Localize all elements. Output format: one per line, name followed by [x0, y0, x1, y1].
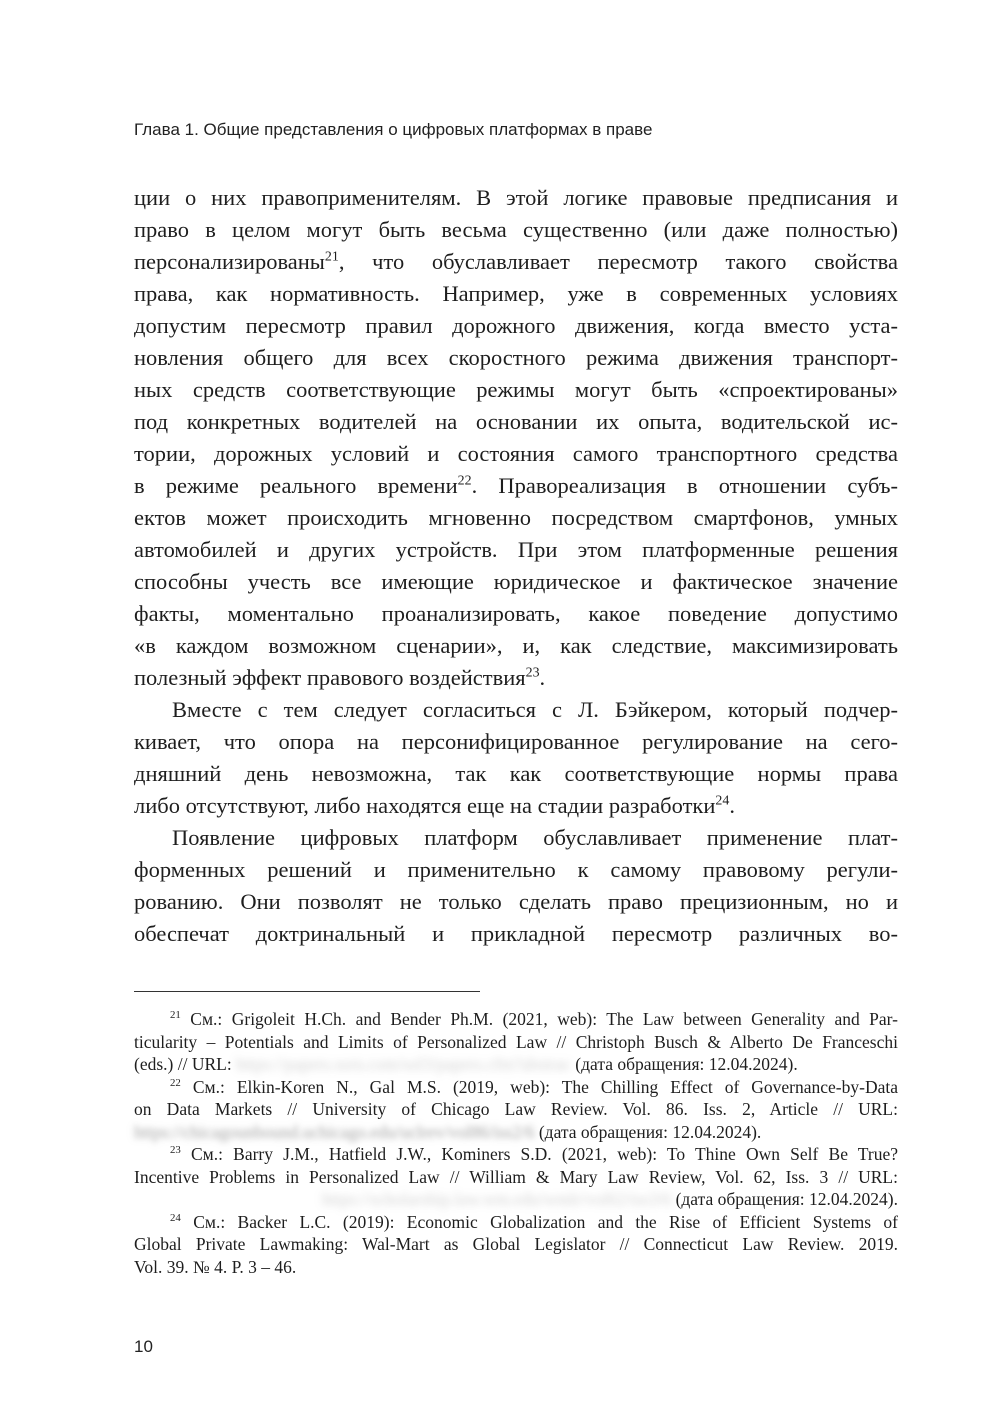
text-line: обеспечат доктринальный и прикладной пересмотр различных во-: [134, 921, 898, 946]
text-line: форменных решений и применительно к самому правовому регули-: [134, 857, 898, 882]
text-line: полезный эффект правового воздействия$^{23}$.: [134, 665, 546, 690]
text-line: Вместе с тем следует согласиться с Л. Бэйкером, который подчер-: [172, 697, 898, 722]
text-line: тории, дорожных условий и состояния самого транспортного средства: [134, 441, 898, 466]
footnote-ref-24[interactable]: 24: [715, 793, 730, 809]
footnote-line: https://scholarship.law.wm.edu/wmlr/vol62/iss3/6 (дата обращения: 12.04.2024).: [321, 1189, 898, 1209]
text-line: допустим пересмотр правил дорожного движения, когда вместо уста-: [134, 313, 898, 338]
redacted-url[interactable]: https://scholarship.law.wm.edu/wmlr/vol62/iss3/6: [321, 1189, 672, 1209]
footnote-ref-22[interactable]: 22: [457, 473, 472, 489]
text-line: персонализированы$^{21}$, что обуславливает пересмотр такого свойства: [134, 249, 898, 274]
running-head: Глава 1. Общие представления о цифровых платформах в праве: [134, 120, 653, 139]
footnote-line: https://chicagounbound.uchicago.edu/uclrev/vol86/iss2/6 (дата обращения: 12.04.2024).: [134, 1121, 762, 1142]
text-line: либо отсутствуют, либо находятся еще на стадии разработки$^{24}$.: [134, 793, 735, 818]
footnote-separator: [134, 991, 480, 992]
text-line: кивает, что опора на персонифицированное регулирование на сего-: [134, 729, 898, 754]
footnote-line: Global Private Lawmaking: Wal-Mart as Global Legislator // Connecticut Law Review. 2019.: [134, 1234, 898, 1254]
text-line: Появление цифровых платформ обуславливает применение плат-: [172, 825, 898, 850]
footnote-ref-21[interactable]: 21: [324, 249, 339, 265]
text-line: ектов может происходить мгновенно посредством смартфонов, умных: [134, 505, 898, 530]
text-line: права, как нормативность. Например, уже в современных условиях: [134, 281, 898, 306]
text-line: автомобилей и других устройств. При этом платформенные решения: [134, 537, 898, 562]
text-line: рованию. Они позволят не только сделать право прецизионным, но и: [134, 889, 898, 914]
footnote-line: on Data Markets // University of Chicago Law Review. Vol. 86. Iss. 2, Article // URL:: [134, 1099, 898, 1119]
footnote-24: $^{24}$ См.: Backer L.C. (2019): Economic Globalization and the Rise of Efficient Systems of: [170, 1211, 898, 1232]
text-line: под конкретных водителей на основании их опыта, водительской ис-: [134, 409, 898, 434]
redacted-url[interactable]: https://papers.ssrn.com/sol3/papers.cfm?abstrac: [236, 1054, 571, 1074]
text-line: факты, моментально проанализировать, какое поведение допустимо: [134, 601, 898, 626]
footnote-line: ticularity – Potentials and Limits of Personalized Law // Christoph Busch & Alberto De Franceschi: [134, 1031, 898, 1052]
footnote-22: $^{22}$ См.: Elkin-Koren N., Gal M.S. (2019, web): The Chilling Effect of Governance-by-Data: [170, 1076, 898, 1097]
text-line: новления общего для всех скоростного режима движения транспорт-: [134, 345, 898, 370]
text-line: способны учесть все имеющие юридическое и фактическое значение: [134, 569, 898, 594]
redacted-url[interactable]: https://chicagounbound.uchicago.edu/uclrev/vol86/iss2/6: [134, 1121, 535, 1142]
text-line: «в каждом возможном сценарии», и, как следствие, максимизировать: [134, 633, 898, 658]
text-line: дняшний день невозможна, так как соответствующие нормы права: [134, 761, 898, 786]
footnote-21: $^{21}$ См.: Grigoleit H.Ch. and Bender Ph.M. (2021, web): The Law between Generality and Par-: [170, 1009, 898, 1029]
footnote-line: Incentive Problems in Personalized Law // William & Mary Law Review, Vol. 62, Iss. 3 // URL:: [134, 1166, 898, 1187]
page-number: 10: [134, 1337, 153, 1356]
main-text: [134, 182, 898, 950]
text-line: в режиме реального времени$^{22}$. Правореализация в отношении субъ-: [134, 473, 898, 498]
footnotes: [134, 1008, 898, 1278]
footnote-line: (eds.) // URL: https://papers.ssrn.com/sol3/papers.cfm?abstrac (дата обращения: 12.04.2024).: [134, 1054, 798, 1074]
footnote-line: Vol. 39. № 4. P. 3 – 46.: [134, 1256, 297, 1277]
footnote-ref-23[interactable]: 23: [525, 665, 540, 681]
footnote-23: $^{23}$ См.: Barry J.M., Hatfield J.W., Kominers S.D. (2021, web): To Thine Own Self Be True?: [170, 1144, 898, 1164]
text-line: право в целом могут быть весьма существенно (или даже полностью): [134, 217, 898, 242]
text-line: ных средств соответствующие режимы могут быть «спроектированы»: [134, 377, 898, 402]
text-line: ции о них правоприменителям. В этой логике правовые предписания и: [134, 185, 898, 210]
